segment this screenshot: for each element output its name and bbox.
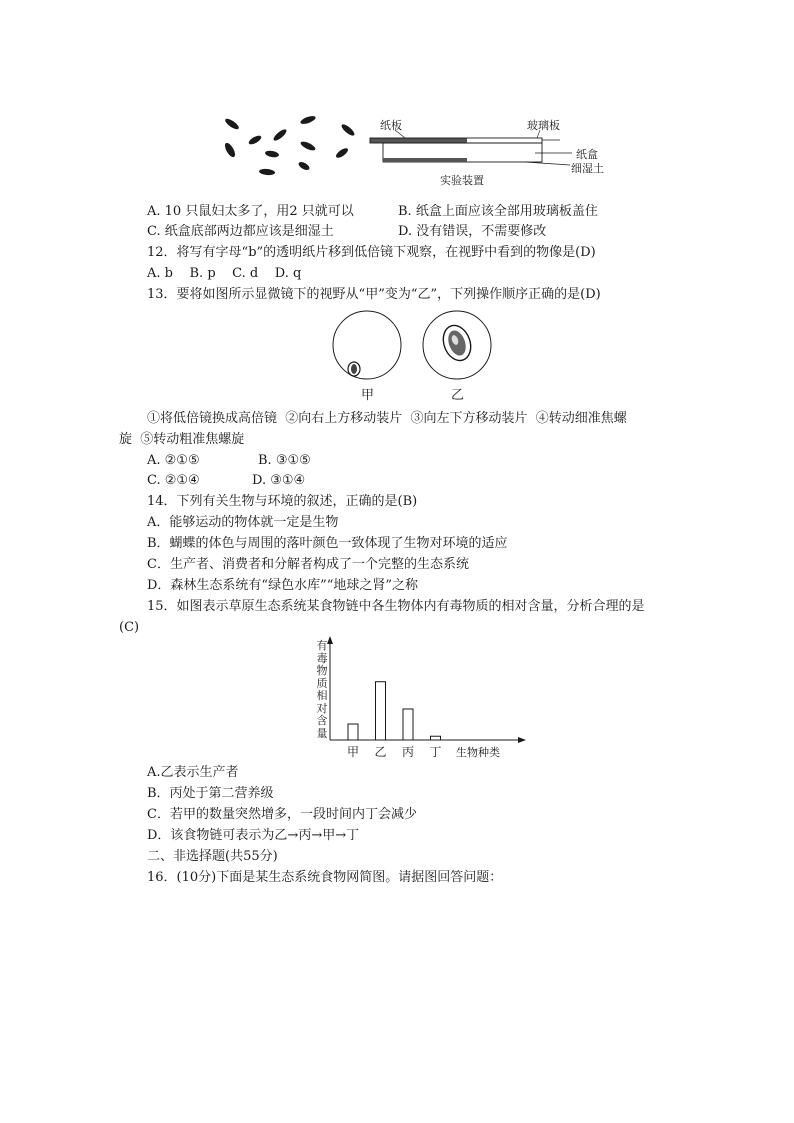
q12-stem: 12．将写有字母“b”的透明纸片移到低倍镜下观察，在视野中看到的物像是(D) (147, 245, 596, 260)
field-jia (333, 311, 401, 379)
fig1-caption: 实验装置 (440, 174, 484, 187)
x-tick-label: 乙 (374, 745, 387, 759)
q14-option-d: D．森林生态系统有“绿色水库”“地球之肾”之称 (147, 578, 419, 593)
chart-xlabel: 生物种类 (456, 746, 500, 759)
label-yi: 乙 (451, 388, 465, 403)
q12-options: A. b B. p C. d D. q (147, 266, 302, 281)
chart-ylabel: 有毒物质相对含量 (316, 639, 328, 740)
woodlouse-figure (210, 110, 360, 185)
woodlouse (335, 147, 350, 160)
q13-option-a: A. ②①⑤ (147, 453, 200, 468)
section2-heading: 二、非选择题(共55分) (147, 849, 278, 864)
experiment-apparatus (365, 112, 645, 192)
q14-option-a: A．能够运动的物体就一定是生物 (147, 515, 339, 530)
q13-steps-line2: 旋 ⑤转动粗准焦螺旋 (119, 432, 245, 447)
q15-option-a: A.乙表示生产者 (147, 765, 239, 780)
q15-option-b: B．丙处于第二营养级 (147, 786, 274, 801)
x-axis-arrow (518, 737, 526, 743)
q14-option-b: B．蝴蝶的体色与周围的落叶颜色一致体现了生物对环境的适应 (147, 536, 508, 551)
label-glass: 玻璃板 (527, 119, 560, 132)
q13-stem: 13．要将如图所示显微镜下的视野从“甲”变为“乙”，下列操作顺序正确的是(D) (147, 287, 601, 302)
toxin-bar-chart (300, 636, 540, 764)
label-soil: 细湿土 (571, 162, 604, 175)
q14-option-c: C．生产者、消费者和分解者构成了一个完整的生态系统 (147, 557, 469, 572)
woodlouse (299, 140, 316, 152)
q11-option-b: B. 纸盒上面应该全部用玻璃板盖住 (398, 204, 598, 219)
label-paper: 纸板 (380, 119, 402, 132)
q13-option-b: B. ③①⑤ (258, 453, 311, 468)
q13-option-c: C. ②①④ (147, 473, 200, 488)
x-tick-label: 丙 (401, 745, 415, 759)
woodlouse (265, 150, 280, 158)
y-axis-arrow (327, 636, 333, 644)
q15-option-d: D．该食物链可表示为乙→丙→甲→丁 (147, 828, 360, 843)
label-jia: 甲 (361, 388, 375, 403)
bar-1 (376, 682, 386, 740)
bar-0 (348, 724, 358, 740)
x-tick-label: 丁 (429, 745, 442, 759)
woodlouse (297, 160, 310, 171)
bar-2 (403, 709, 413, 740)
q15-stem-line2: (C) (119, 620, 140, 635)
woodlouse (247, 134, 262, 146)
q13-steps-line1: ①将低倍镜换成高倍镜 ②向右上方移动装片 ③向左下方移动装片 ④转动细准焦螺 (147, 411, 627, 426)
q15-option-c: C．若甲的数量突然增多，一段时间内丁会减少 (147, 807, 417, 822)
woodlouse (340, 123, 356, 138)
woodlouse (224, 117, 241, 131)
label-box: 纸盒 (576, 148, 598, 161)
woodlouse (259, 168, 275, 175)
q11-option-a: A. 10 只鼠妇太多了，用2 只就可以 (147, 204, 354, 219)
q14-stem: 14．下列有关生物与环境的叙述，正确的是(B) (147, 494, 418, 509)
q11-option-c: C. 纸盒底部两边都应该是细湿土 (147, 224, 334, 239)
q11-option-d: D. 没有错误，不需要修改 (398, 224, 547, 239)
q15-stem-line1: 15．如图表示草原生态系统某食物链中各生物体内有毒物质的相对含量，分析合理的是 (147, 599, 645, 614)
microscope-fields (330, 308, 500, 383)
bar-3 (431, 736, 441, 740)
woodlouse (223, 141, 237, 158)
woodlouse (272, 128, 288, 143)
q13-option-d: D. ③①④ (252, 473, 306, 488)
x-tick-label: 甲 (346, 745, 360, 759)
woodlouse (299, 114, 316, 125)
q16-stem: 16．(10分)下面是某生态系统食物网简图。请据图回答问题： (147, 870, 503, 885)
